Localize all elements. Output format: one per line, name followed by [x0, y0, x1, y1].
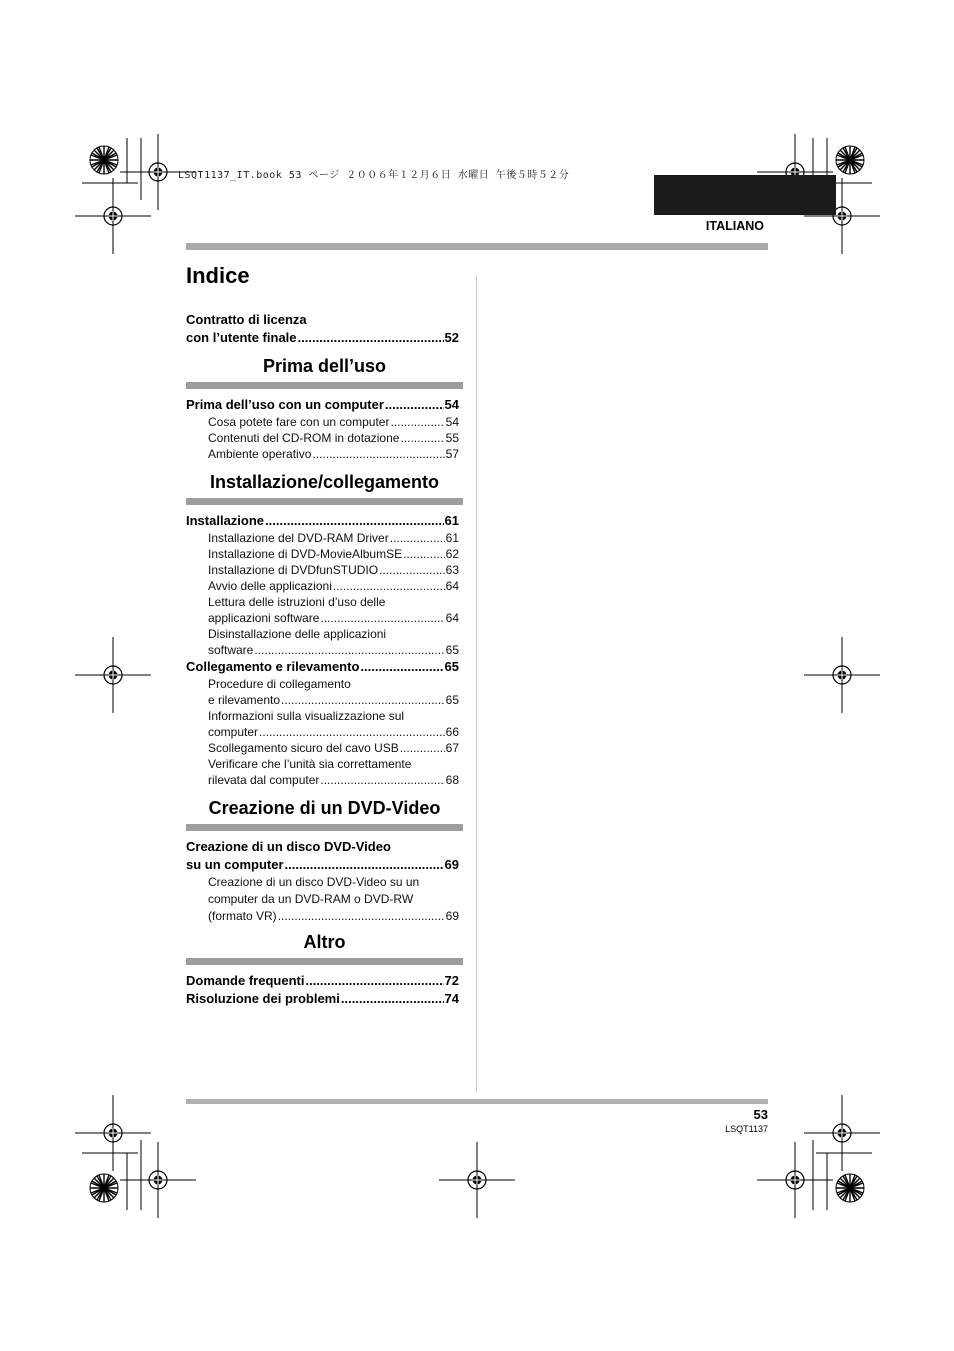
dot-leader	[254, 642, 444, 658]
toc-entry-line	[186, 692, 459, 708]
dot-leader	[390, 530, 445, 546]
dot-leader	[305, 972, 443, 990]
toc-page-number: 65	[444, 659, 459, 674]
dot-leader	[320, 610, 444, 626]
toc-sub-entry[interactable]	[186, 626, 459, 658]
bottom-rule	[186, 1099, 768, 1104]
toc-entry-text: Scollegamento sicuro del cavo USB	[208, 741, 399, 755]
toc-page-number: 65	[445, 643, 459, 657]
toc-entry-text: Collegamento e rilevamento	[186, 659, 360, 674]
toc-entry-text: Risoluzione dei problemi	[186, 991, 340, 1006]
toc-page-number: 54	[445, 415, 459, 429]
toc-section-installazione	[186, 512, 459, 788]
section-title-altro: Altro	[303, 932, 346, 952]
toc-page-number: 64	[445, 579, 459, 593]
toc-page-number: 65	[445, 693, 459, 707]
section-title-prima: Prima dell’uso	[262, 356, 387, 376]
toc-entry-text: Installazione di DVDfunSTUDIO	[208, 563, 379, 577]
toc-section-prima	[186, 396, 459, 462]
language-tab-bar	[654, 175, 836, 215]
toc-entry-line: Lettura delle istruzioni d’uso delle	[208, 595, 386, 609]
toc-entry-line: Disinstallazione delle applicazioni	[208, 627, 387, 641]
column-divider	[476, 275, 477, 1092]
toc-sub-entry[interactable]	[186, 430, 459, 446]
toc-section-altro	[186, 972, 459, 1008]
dot-leader	[333, 578, 445, 594]
toc-entry-line: Informazioni sulla visualizzazione sul	[208, 709, 405, 723]
toc-page-number: 54	[444, 397, 459, 412]
toc-page-number: 69	[445, 909, 459, 923]
toc-entry-text: con l’utente finale	[186, 330, 297, 345]
section-title-dvd: Creazione di un DVD-Video	[208, 798, 441, 818]
toc-entry-text: Installazione	[186, 513, 265, 528]
toc-sub-entry[interactable]	[186, 708, 459, 740]
toc-entry-text: Avvio delle applicazioni	[208, 579, 332, 593]
toc-sub-entry[interactable]	[186, 874, 459, 925]
toc-sub-entry[interactable]	[186, 414, 459, 430]
toc-entry-line: Creazione di un disco DVD-Video	[186, 839, 391, 854]
toc-sub-entry[interactable]	[186, 756, 459, 788]
toc-page-number: 52	[444, 330, 459, 345]
dot-leader	[298, 329, 444, 347]
toc-entry-line	[186, 724, 459, 740]
toc-sub-entry[interactable]	[186, 562, 459, 578]
toc-entry-line: computer da un DVD-RAM o DVD-RW	[208, 892, 414, 906]
dot-leader	[400, 740, 445, 756]
toc-page-number: 61	[444, 513, 459, 528]
toc-entry-text: su un computer	[186, 857, 284, 872]
toc-main-entry[interactable]	[186, 658, 459, 676]
dot-leader	[281, 692, 445, 708]
section-rule	[186, 498, 463, 505]
toc-entry-text: Installazione del DVD-RAM Driver	[208, 531, 389, 545]
toc-sub-entry[interactable]	[186, 530, 459, 546]
toc-entry-text: Domande frequenti	[186, 973, 305, 988]
toc-page-number: 62	[445, 547, 459, 561]
toc-entry-line	[186, 856, 459, 874]
toc-sub-entry[interactable]	[186, 676, 459, 708]
toc-page-number: 64	[445, 611, 459, 625]
toc-entry-text: Prima dell’uso con un computer	[186, 397, 384, 412]
toc-entry-line: Creazione di un disco DVD-Video su un	[208, 875, 420, 889]
toc-entry-text: e rilevamento	[208, 693, 281, 707]
toc-sub-entry[interactable]	[186, 578, 459, 594]
toc-entry-text: computer	[208, 725, 259, 739]
toc-entry-line	[186, 642, 459, 658]
toc-entry-text: rilevata dal computer	[208, 773, 320, 787]
model-code: LSQT1137	[725, 1124, 768, 1134]
print-header-line: LSQT1137_IT.book 53 ページ ２００６年１２月６日 水曜日 午後５時５２分	[178, 170, 570, 181]
toc-sub-entry[interactable]	[186, 546, 459, 562]
toc-entry-text: Ambiente operativo	[208, 447, 312, 461]
toc-sub-entry[interactable]	[186, 446, 459, 462]
toc-entry-text: Contenuti del CD-ROM in dotazione	[208, 431, 400, 445]
dot-leader	[390, 414, 444, 430]
language-label: ITALIANO	[705, 219, 764, 233]
toc-entry-line: Verificare che l’unità sia correttamente	[208, 757, 412, 771]
toc-page-number: 63	[445, 563, 459, 577]
top-rule	[186, 243, 768, 250]
toc-section-dvd	[186, 838, 459, 925]
toc-page-number: 72	[444, 973, 459, 988]
toc-page-number: 69	[444, 857, 459, 872]
toc-entry-line: Contratto di licenza	[186, 312, 307, 327]
toc-page-number: 67	[445, 741, 459, 755]
toc-entry-text: Cosa potete fare con un computer	[208, 415, 390, 429]
toc-entry-text: Installazione di DVD-MovieAlbumSE	[208, 547, 403, 561]
toc-page-number: 66	[445, 725, 459, 739]
dot-leader	[400, 430, 444, 446]
dot-leader	[379, 562, 445, 578]
toc-page-number: 74	[444, 991, 459, 1006]
dot-leader	[259, 724, 445, 740]
section-title-installazione: Installazione/collegamento	[209, 472, 440, 492]
toc-entry-line	[186, 610, 459, 626]
dot-leader	[360, 658, 443, 676]
toc-entry-line	[186, 772, 459, 788]
section-rule	[186, 958, 463, 965]
dot-leader	[320, 772, 444, 788]
toc-license-entry[interactable]	[186, 311, 459, 347]
toc-entry-line	[186, 908, 459, 925]
toc-entry-text: (formato VR)	[208, 909, 277, 923]
toc-entry-text: software	[208, 643, 254, 657]
toc-page-number: 55	[445, 431, 459, 445]
page-number: 53	[753, 1107, 768, 1122]
dot-leader	[403, 546, 445, 562]
section-rule	[186, 382, 463, 389]
dot-leader	[312, 446, 444, 462]
dot-leader	[265, 512, 444, 530]
toc-entry-line	[186, 329, 459, 347]
toc-entry-line: Procedure di collegamento	[208, 677, 351, 691]
toc-sub-entry[interactable]	[186, 740, 459, 756]
toc-main-entry[interactable]	[186, 512, 459, 530]
dot-leader	[341, 990, 444, 1008]
toc-page-number: 57	[445, 447, 459, 461]
toc-main-entry[interactable]	[186, 838, 459, 874]
toc-page-number: 68	[445, 773, 459, 787]
toc-entry-text: applicazioni software	[208, 611, 320, 625]
toc-sub-entry[interactable]	[186, 594, 459, 626]
dot-leader	[385, 396, 444, 414]
page-title: Indice	[186, 263, 250, 288]
toc-main-entry[interactable]	[186, 990, 459, 1008]
toc-main-entry[interactable]	[186, 972, 459, 990]
dot-leader	[285, 856, 444, 874]
dot-leader	[278, 908, 445, 925]
section-rule	[186, 824, 463, 831]
toc-page-number: 61	[445, 531, 459, 545]
toc-main-entry[interactable]	[186, 396, 459, 414]
